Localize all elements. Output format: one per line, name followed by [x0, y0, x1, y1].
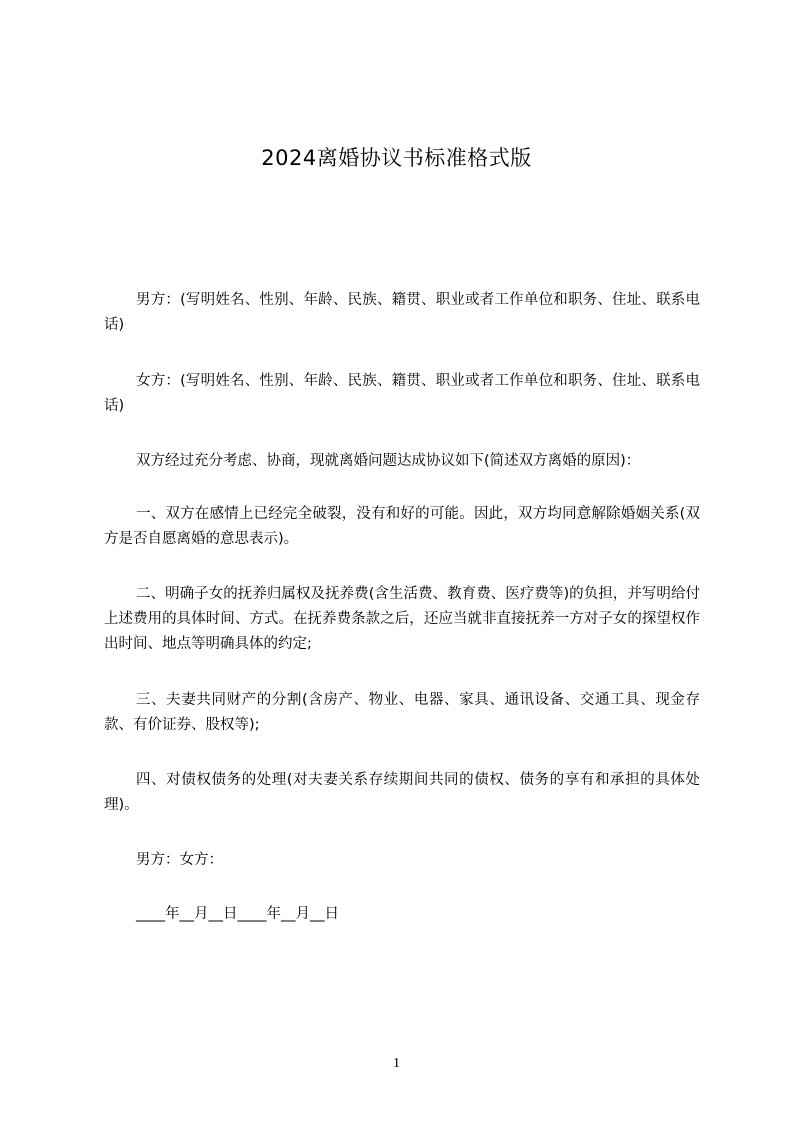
paragraph-wife-info: 女方：(写明姓名、性别、年龄、民族、籍贯、职业或者工作单位和职务、住址、联系电话)	[104, 373, 700, 414]
paragraph-husband-info: 男方：(写明姓名、性别、年龄、民族、籍贯、职业或者工作单位和职务、住址、联系电话)	[104, 292, 700, 333]
paragraph-clause-1: 一、双方在感情上已经完全破裂，没有和好的可能。因此，双方均同意解除婚姻关系(双方是否自愿离婚的意思表示)。	[104, 506, 700, 547]
date-line: ____年__月__日____年__月__日	[136, 906, 339, 922]
paragraph-clause-4: 四、对债权债务的处理(对夫妻关系存续期间共同的债权、债务的享有和承担的具体处理)。	[104, 772, 700, 813]
signature-line: 男方：女方：	[136, 852, 223, 868]
page-number: 1	[393, 1056, 400, 1071]
paragraph-clause-3: 三、夫妻共同财产的分割(含房产、物业、电器、家具、通讯设备、交通工具、现金存款、有价证券、股权等);	[104, 692, 700, 733]
document-title: 2024离婚协议书标准格式版	[261, 146, 532, 170]
paragraph-clause-2: 二、明确子女的抚养归属权及抚养费(含生活费、教育费、医疗费等)的负担，并写明给付上述费用的具体时间、方式。在抚养费条款之后，还应当就非直接抚养一方对子女的探望权作出时间、地点等明确具体的约定;	[104, 586, 700, 652]
paragraph-agreement-intro: 双方经过充分考虑、协商，现就离婚问题达成协议如下(简述双方离婚的原因)：	[136, 453, 641, 469]
